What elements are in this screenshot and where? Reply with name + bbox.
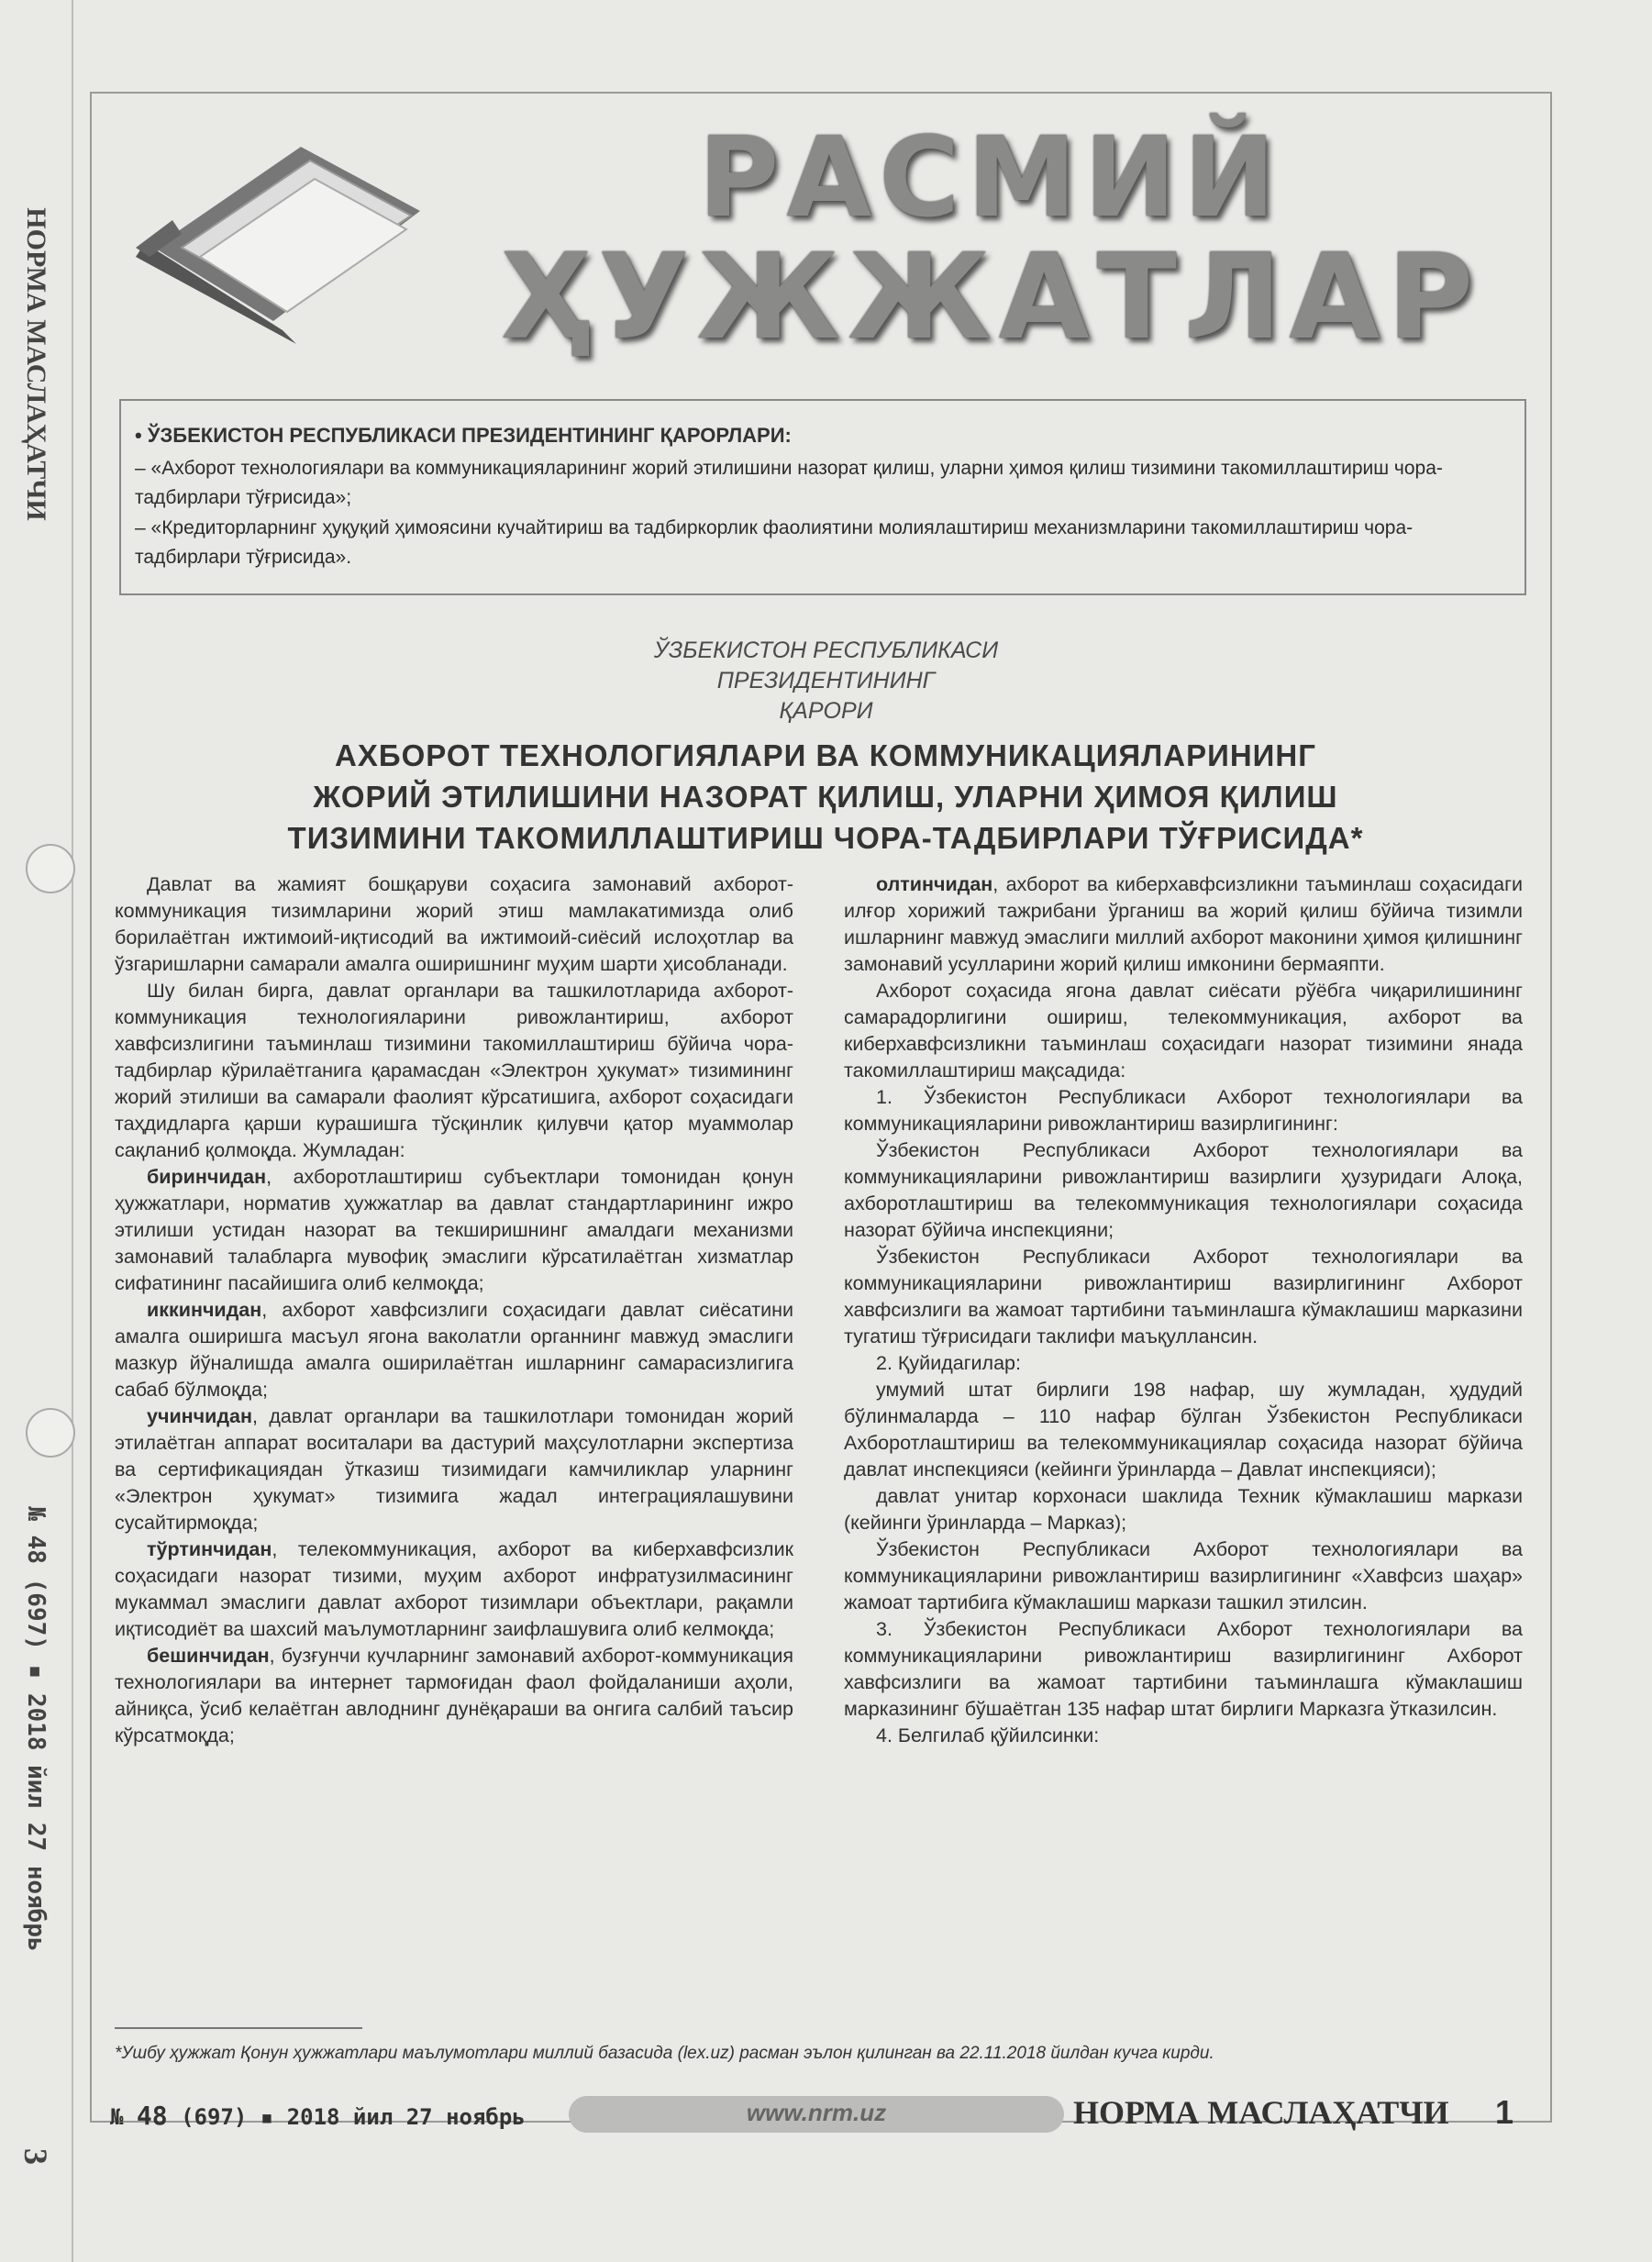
paragraph — [115, 1536, 793, 1643]
paragraph — [115, 1164, 793, 1297]
paragraph: Ўзбекистон Республикаси Ахборот технологиялари ва коммуникацияларини ривожлантириш вазирлигининг Ахборот хавфсизлиги ва жамоат тартибини таъминлашга кўмаклашиш марказини тугатиш тўғрисидаги таклифи маъқуллансин. — [844, 1246, 1523, 1347]
paragraph: умумий штат бирлиги 198 нафар, шу жумладан, ҳудудий бўлинмаларда – 110 нафар бўлган Ўзбекистон Республикаси Ахборотлаштириш ва телекоммуникациялар соҳасида назорат бўйича давлат инспекцияси (кейинги ўринларда – Давлат инспекцияси); — [844, 1379, 1523, 1480]
paragraph — [115, 1643, 793, 1749]
footnote-divider — [115, 2027, 362, 2029]
paragraph-lead: тўртинчидан — [147, 1538, 272, 1560]
spine-issue: № 48 (697) ▪ 2018 йил 27 ноябрь — [22, 1506, 50, 1952]
paragraph-lead: биринчидан — [147, 1166, 267, 1188]
paragraph-text: , телекоммуникация, ахборот ва киберхавфсизлик соҳасидаги назорат тизими, муҳим ахборот инфратузилмасининг мукаммал эмаслиги давлат ахборот тизимлари объектлари, рақамли иқтисодиёт ва шахсий маълумотларнинг заифлашувига олиб келмоқда; — [115, 1538, 793, 1640]
paragraph-text: , ахборот ва киберхавфсизликни таъминлаш соҳасидаги илғор хорижий тажрибани ўрганиш ва жорий қилиш бўйича тизимли ишларнинг мавжуд эмаслиги миллий ахборот маконини ҳимоя қилишнинг замонавий усулларини жорий қилиш имконини бермаяпти. — [844, 873, 1523, 975]
footer-issue — [110, 2101, 526, 2131]
decree-caption: ПРЕЗИДЕНТИНИНГ — [716, 668, 936, 693]
spine-title: НОРМА МАСЛАҲАТЧИ — [21, 207, 51, 521]
footnote: *Ушбу ҳужжат Қонун ҳужжатлари маълумотлари миллий базасида (lex.uz) расман эълон қилинган ва 22.11.2018 йилдан кучга кирди. — [115, 2044, 1214, 2063]
paragraph — [115, 1403, 793, 1536]
paragraph-text: , бузғунчи кучларнинг замонавий ахборот-коммуникация технологиялари ва интернет тармоғидан фаол фойдаланиши аҳоли, айниқса, ўсиб келаётган авлоднинг дунёқараши ва онгига салбий таъсир кўрсатмоқда; — [115, 1645, 793, 1746]
punch-hole — [26, 1408, 75, 1458]
document-title: ТИЗИМИНИ ТАКОМИЛЛАШТИРИШ ЧОРА-ТАДБИРЛАРИ ТЎҒРИСИДА* — [287, 821, 1364, 855]
paragraph: Давлат ва жамият бошқаруви соҳасига замонавий ахборот-коммуникация тизимларини жорий этиш мамлакатимизда олиб борилаётган ижтимоий-иқтисодий ва ижтимоий-сиёсий ислоҳотлар ва ўзгаришларни самарали амалга оширишнинг муҳим шарти ҳисобланади. — [115, 873, 793, 975]
decree-caption: ҚАРОРИ — [779, 698, 873, 724]
paragraph: 1. Ўзбекистон Республикаси Ахборот технологиялари ва коммуникацияларини ривожлантириш вазирлигининг: — [844, 1086, 1523, 1135]
footer-page-number: 1 — [1495, 2093, 1514, 2131]
footer-url[interactable]: www.nrm.uz — [746, 2099, 887, 2126]
paragraph-text: , ахборотлаштириш субъектлари томонидан қонун ҳужжатлари, норматив ҳужжатлар ва давлат стандартларининг ижро этилиши устидан назорат ва текширишнинг амалдаги механизми замонавий талабларга мувофиқ эмаслиги кўрсатилаётган хизматлар сифатининг пасайишига олиб келмоқда; — [115, 1166, 793, 1294]
paragraph-lead: бешинчидан — [147, 1645, 270, 1667]
paragraph-text: , ахборот хавфсизлиги соҳасидаги давлат сиёсатини амалга оширишга масъул ягона ваколатли органнинг мавжуд эмаслиги мазкур йўналишда амалга оширилаётган ишларнинг самарасизлигига сабаб бўлмоқда; — [115, 1299, 793, 1401]
paragraph: 3. Ўзбекистон Республикаси Ахборот технологиялари ва коммуникацияларини ривожлантириш вазирлигининг Ахборот хавфсизлиги ва жамоат тартибини таъминлашга кўмаклашиш марказининг бўшаётган 135 нафар штат бирлиги Марказга ўтказилсин. — [844, 1618, 1523, 1720]
paragraph: Ахборот соҳасида ягона давлат сиёсати рўёбга чиқарилишининг самарадорлигини ошириш, телекоммуникация, ахборот ва киберхавфсизликни таъминлаш соҳасидаги назорат тизимини янада такомиллаштириш мақсадида: — [844, 980, 1523, 1081]
paragraph: 4. Белгилаб қўйилсинки: — [876, 1724, 1100, 1746]
paragraph: Шу билан бирга, давлат органлари ва ташкилотларида ахборот-коммуникация технологияларини ривожлантириш, ахборот хавфсизлигини таъминлаш тизимини такомиллаштириш бўйича чора-тадбирлар кўрилаётганига қарамасдан «Электрон ҳукумат» тизимининг жорий этилиши ва самарали фаолият кўрсатишига, ахборот соҳасидаги таҳдидларга қарши курашишга тўсқинлик қилувчи қатор муаммолар сақланиб қолмоқда. Жумладан: — [115, 980, 793, 1161]
heading-line-1: РАСМИЙ — [698, 115, 1283, 242]
paragraph-lead: иккинчидан — [147, 1299, 262, 1321]
right-column — [844, 871, 1523, 1990]
paragraph-text: , давлат органлари ва ташкилотлари томонидан жорий этилаётган аппарат воситалари ва дастурий маҳсулотларни экспертиза ва сертификациядан ўтказиш тизимидаги камчиликлар уларнинг «Электрон ҳукумат» тизимига жадал интеграциялашувини сусайтирмоқда; — [115, 1405, 793, 1534]
spine-page-number: 3 — [17, 2148, 54, 2165]
issue-date: (697) ▪ 2018 йил 27 ноябрь — [181, 2104, 526, 2130]
paragraph-lead: олтинчидан — [876, 873, 993, 895]
paragraph: 2. Қуйидагилар: — [876, 1352, 1021, 1374]
folder-papers-icon — [117, 110, 448, 349]
decree-caption: ЎЗБЕКИСТОН РЕСПУБЛИКАСИ — [653, 638, 999, 663]
paragraph — [115, 1297, 793, 1403]
document-title: АХБОРОТ ТЕХНОЛОГИЯЛАРИ ВА КОММУНИКАЦИЯЛАРИНИНГ — [335, 738, 1316, 772]
document-title: ЖОРИЙ ЭТИЛИШИНИ НАЗОРАТ ҚИЛИШ, УЛАРНИ ҲИМОЯ ҚИЛИШ — [313, 780, 1338, 814]
paragraph — [844, 871, 1523, 978]
page-footer — [110, 2091, 1532, 2137]
summary-title: • ЎЗБЕКИСТОН РЕСПУБЛИКАСИ ПРЕЗИДЕНТИНИНГ ҚАРОРЛАРИ: — [135, 424, 792, 447]
heading-line-2: ҲУЖЖАТЛАР — [500, 229, 1481, 366]
left-column — [115, 871, 793, 1990]
paragraph: Ўзбекистон Республикаси Ахборот технологиялари ва коммуникацияларини ривожлантириш вазирлиги ҳузуридаги Алоқа, ахборотлаштириш ва телекоммуникация технологиялари соҳасида назорат бўйича инспекцияни; — [844, 1139, 1523, 1241]
summary-item: – «Кредиторларнинг ҳуқуқий ҳимоясини кучайтириш ва тадбиркорлик фаолиятини молиялаштириш механизмларини такомиллаштириш чора-тадбирлари тўғрисида». — [135, 517, 1414, 568]
footer-paper-name: НОРМА МАСЛАҲАТЧИ — [1073, 2094, 1449, 2131]
issue-number: 48 — [136, 2101, 168, 2131]
paragraph: Ўзбекистон Республикаси Ахборот технологиялари ва коммуникацияларини ривожлантириш вазирлигининг «Хавфсиз шаҳар» жамоат тартибига кўмаклашиш маркази ташкил этилсин. — [844, 1538, 1523, 1613]
punch-hole — [26, 844, 75, 893]
paragraph-lead: учинчидан — [147, 1405, 252, 1427]
issue-label: № — [110, 2104, 124, 2130]
paragraph: давлат унитар корхонаси шаклида Техник кўмаклашиш маркази (кейинги ўринларда – Марказ); — [844, 1485, 1523, 1534]
summary-item: – «Ахборот технологиялари ва коммуникацияларининг жорий этилишини назорат қилиш, уларни ҳимоя қилиш тизимини такомиллаштириш чора-тадбирлари тўғрисида»; — [135, 458, 1443, 508]
summary-box — [119, 399, 1526, 595]
